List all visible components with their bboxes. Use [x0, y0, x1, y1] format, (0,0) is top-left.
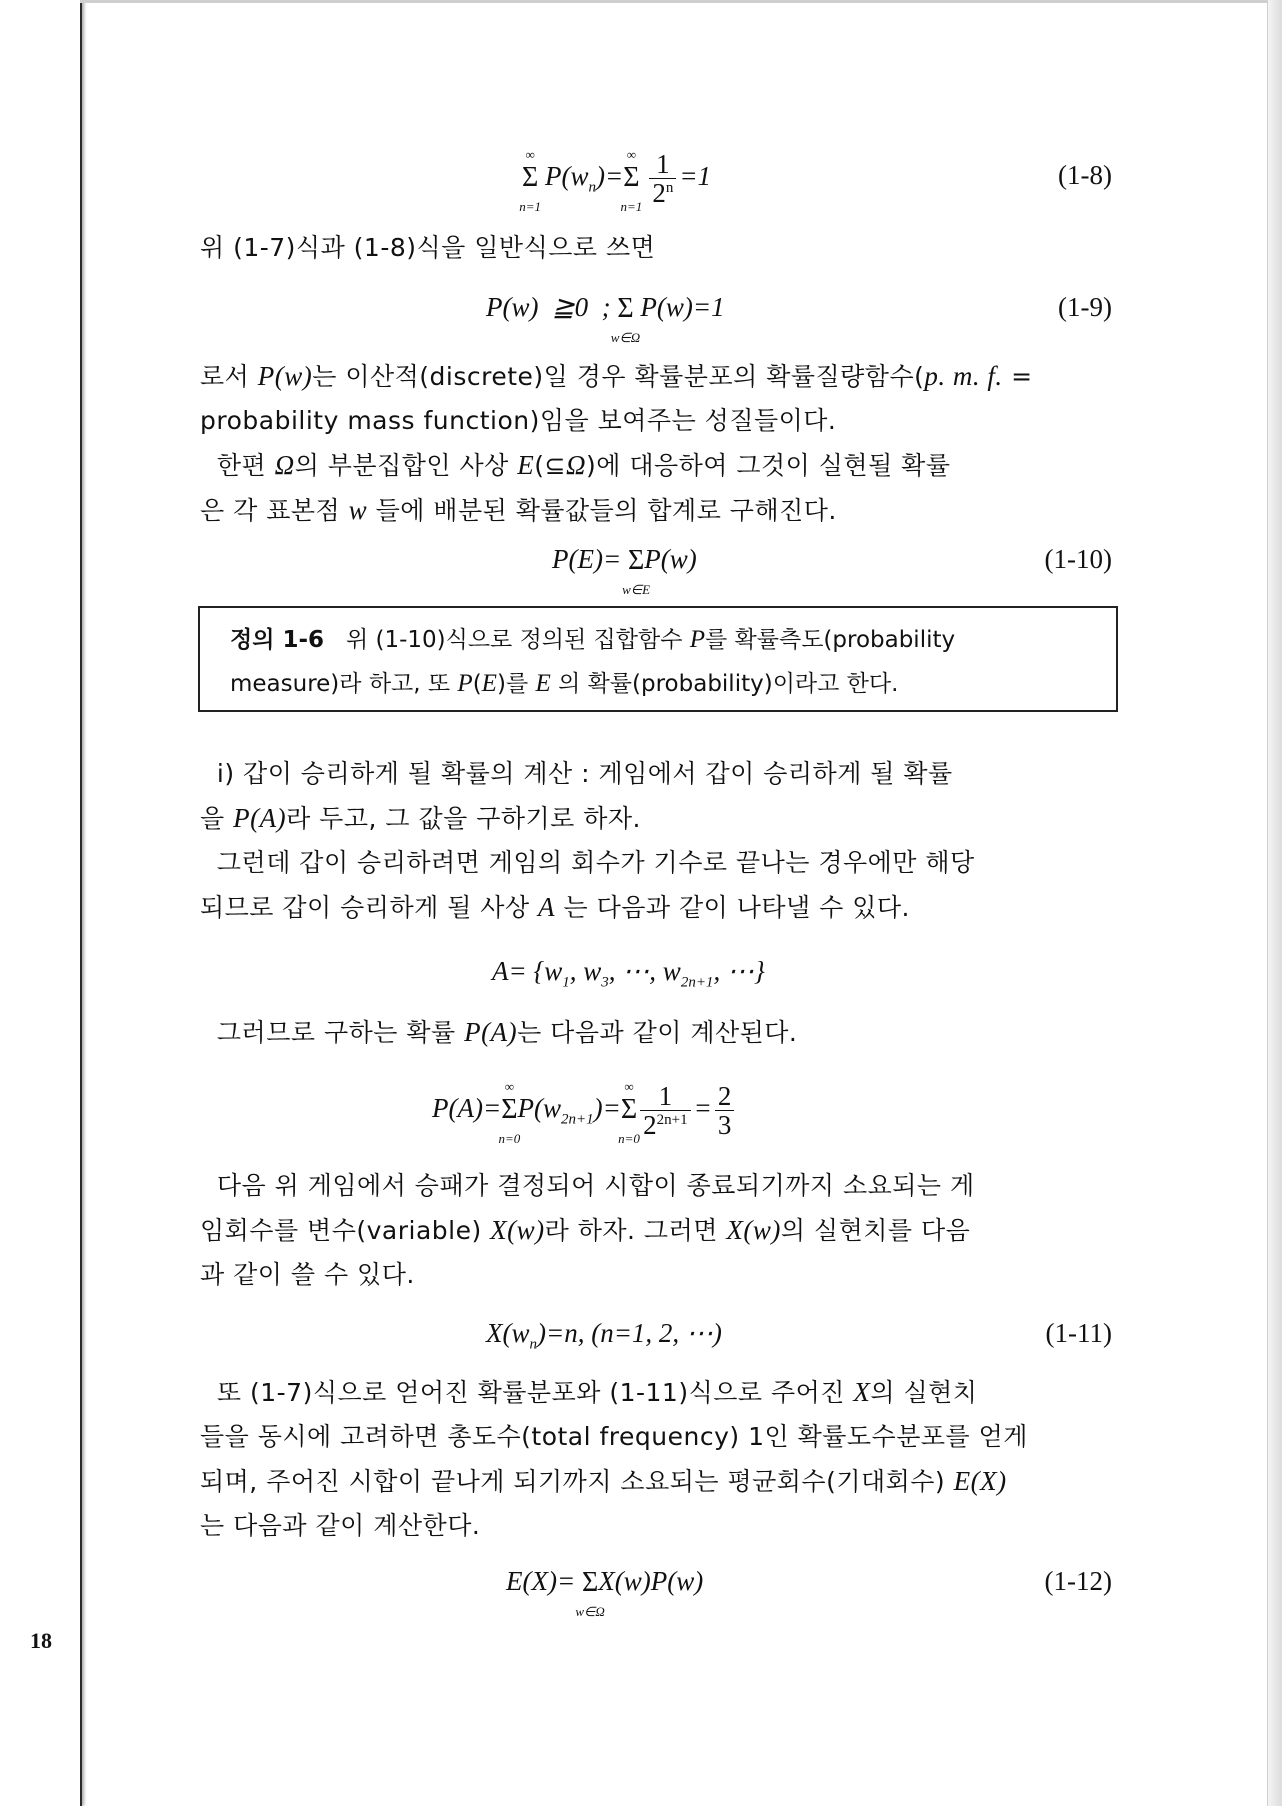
paragraph-text: 라 하자. 그러면	[544, 1216, 727, 1245]
paragraph: 그러므로 구하는 확률 P(A)는 다음과 같이 계산된다.	[216, 1017, 798, 1047]
equation-number: (1-9)	[1058, 292, 1112, 322]
paragraph	[200, 226, 1120, 270]
paragraph-text: 위 (1-7)식과 (1-8)식을 일반식으로 쓰면	[200, 233, 656, 262]
equation-1-12: E(X)= w∈Ω ΣX(w)P(w) (1-12)	[200, 1560, 1120, 1610]
page-number: 18	[30, 1628, 52, 1653]
equation-1-11: $X(w_n)=n$, (n=1, 2, ⋯) (1-11)	[200, 1312, 1120, 1356]
equation-number: (1-10)	[1044, 544, 1112, 574]
paragraph-text: 들에 배분된 확률값들의 합계로 구해진다.	[375, 496, 837, 525]
definition-text: 를	[505, 671, 536, 697]
definition-box: 정의 1-6 위 (1-10)식으로 정의된 집합함수 P를 확률측도(probability measure)라 하고, 또 P(E)를 E 의 확률(probability)이라고 한다.	[198, 606, 1118, 712]
paragraph-text: 을	[200, 804, 234, 833]
scan-right-border	[1267, 0, 1282, 1806]
paragraph-text: 다음 위 게임에서 승패가 결정되어 시합이 종료되기까지 소요되는 게	[216, 1171, 975, 1200]
paragraph-text: 는 이산적(discrete)일 경우 확률분포의 확률질량함수(	[312, 362, 925, 391]
paragraph-text: 는 다음과 같이 나타낼 수 있다.	[563, 893, 910, 922]
equation-number: (1-11)	[1045, 1318, 1112, 1348]
definition-title: 정의 1-6	[230, 627, 324, 653]
paragraph-text: 로서	[200, 362, 258, 391]
equation-1-9: P(w) ≧0 ; w∈Ω Σ P(w)=1 (1-9)	[200, 286, 1120, 334]
definition-text: measure)라 하고, 또	[230, 671, 458, 697]
equation-PA: P(A)= ∞ Σ n=0 $P(w_{2n+1})=$ ∞ Σ n=0 $\frac{1}{2^{2n+1}}$ = $\frac{2}{3}$	[200, 1082, 1120, 1152]
equation-set-A: $A= \{w_1$, $w_3$, ⋯, $w_{2n+1}$, ⋯}	[492, 956, 765, 991]
equation-number: (1-8)	[1058, 160, 1112, 190]
paragraph-text: 의 부분집합인 사상	[294, 451, 518, 480]
paragraph-text: i) 갑이 승리하게 될 확률의 계산 : 게임에서 갑이 승리하게 될 확률	[216, 759, 953, 788]
paragraph-text: 과 같이 쓸 수 있다.	[200, 1260, 415, 1289]
paragraph-text: 한편	[216, 451, 275, 480]
paragraph-text: 에 대응하여 그것이 실현될 확률	[596, 451, 951, 480]
scan-left-border	[0, 0, 82, 1806]
paragraph-text: 라 두고, 그 값을 구하기로 하자.	[286, 804, 642, 833]
paragraph-text: 들을 동시에 고려하면 총도수(total frequency) 1인 확률도수분포를 얻게	[200, 1422, 1028, 1451]
paragraph: 또 (1-7)식으로 얻어진 확률분포와 (1-11)식으로 주어진 X의 실현치 들을 동시에 고려하면 총도수(total frequency) 1인 확률도수분포를 얻게 되며, 주어진 시합이 끝나게 되기까지 소요되는 평균회수(기대회수) E(X) 는 다음과 같이 계산한다.	[200, 1377, 1028, 1540]
equation-1-8: ∞ Σ n=1 $P(w_n)=$ ∞ Σ n=1 $\frac{1}{2^n}$ =1 (1-8)	[519, 147, 1112, 215]
paragraph-text: 의 실현치	[870, 1378, 978, 1407]
paragraph-text: 그런데 갑이 승리하려면 게임의 회수가 기수로 끝나는 경우에만 해당	[216, 848, 975, 877]
paragraph-text: 되므로 갑이 승리하게 될 사상	[200, 893, 539, 922]
definition-text: 를 확률측도(probability	[705, 627, 956, 653]
paragraph: i) 갑이 승리하게 될 확률의 계산 : 게임에서 갑이 승리하게 될 확률 을 P(A)라 두고, 그 값을 구하기로 하자. 그런데 갑이 승리하려면 게임의 회수가 기수로 끝나는 경우에만 해당 되므로 갑이 승리하게 될 사상 A 는 다음과 같이 나타낼 수 있다.	[200, 759, 975, 922]
paragraph-text: 는 다음과 같이 계산된다.	[517, 1018, 798, 1047]
paragraph-text: 되며, 주어진 시합이 끝나게 되기까지 소요되는 평균회수(기대회수)	[200, 1467, 954, 1496]
paragraph-text: 그러므로 구하는 확률	[216, 1018, 465, 1047]
equation-number: (1-12)	[1044, 1566, 1112, 1596]
equation-1-10: P(E)= w∈E ΣP(w) (1-10)	[200, 538, 1120, 588]
paragraph: 로서 P(w)는 이산적(discrete)일 경우 확률분포의 확률질량함수(p. m. f. = probability mass function)임을 보여주는 성질들이다. 한편 Ω의 부분집합인 사상 E(⊆Ω)에 대응하여 그것이 실현될 확률 은 각 표본점 w 들에 배분된 확률값들의 합계로 구해진다.	[200, 361, 1033, 525]
paragraph-text: 는 다음과 같이 계산한다.	[200, 1511, 481, 1540]
paragraph-text: 의 실현치를 다음	[780, 1216, 971, 1245]
book-page	[200, 0, 1120, 1806]
paragraph-text: probability mass function)임을 보여주는 성질들이다.	[200, 406, 837, 435]
paragraph-text: 또 (1-7)식으로 얻어진 확률분포와 (1-11)식으로 주어진	[216, 1378, 854, 1407]
definition-text: 위 (1-10)식으로 정의된 집합함수	[345, 627, 690, 653]
definition-text: 의 확률(probability)이라고 한다.	[558, 671, 899, 697]
paragraph-text: 은 각 표본점	[200, 496, 349, 525]
paragraph-text: 임회수를 변수(variable)	[200, 1216, 491, 1245]
paragraph: 다음 위 게임에서 승패가 결정되어 시합이 종료되기까지 소요되는 게 임회수를 변수(variable) X(w)라 하자. 그러면 X(w)의 실현치를 다음 과 같이 쓸 수 있다.	[200, 1171, 975, 1289]
